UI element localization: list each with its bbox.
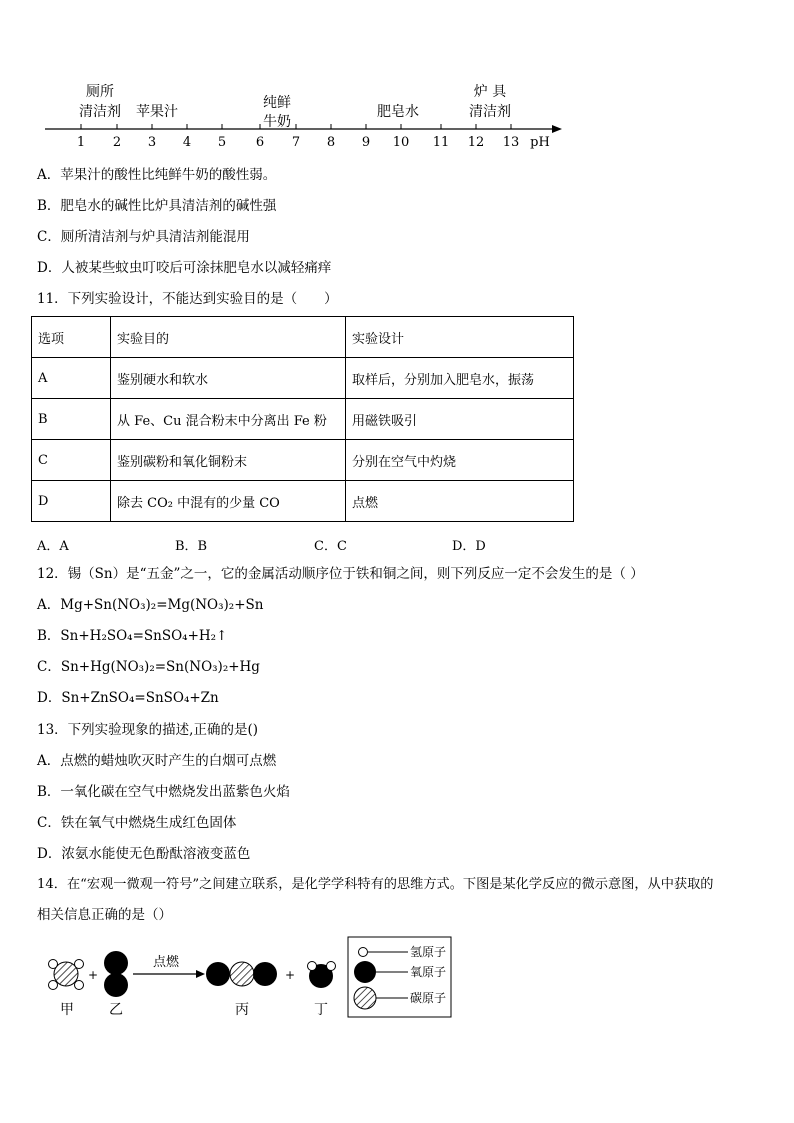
cell-option: D xyxy=(32,481,111,522)
header-option: 选项 xyxy=(32,317,111,358)
header-purpose: 实验目的 xyxy=(111,317,346,358)
name-ding: 丁 xyxy=(314,1002,328,1018)
plus-sign: + xyxy=(284,968,296,982)
q12-option-c: C．Sn+Hg(NO₃)₂=Sn(NO₃)₂+Hg xyxy=(37,659,260,675)
ph-axis-arrow xyxy=(552,125,562,133)
ph-axis-ticks xyxy=(81,124,511,129)
table-row xyxy=(32,358,574,399)
q13-option-b: B．一氧化碳在空气中燃烧发出蓝紫色火焰 xyxy=(37,784,290,800)
q13-stem: 13．下列实验现象的描述,正确的是() xyxy=(37,722,259,738)
ph-tick-label: 8 xyxy=(326,135,336,150)
label-soap-water: 肥皂水 xyxy=(377,104,419,120)
table-row xyxy=(32,481,574,522)
name-yi: 乙 xyxy=(109,1002,123,1018)
q10-option-b: B．肥皂水的碱性比炉具清洁剂的碱性强 xyxy=(37,198,277,214)
q11-choice-a: A．A xyxy=(37,539,69,554)
table-row xyxy=(32,399,574,440)
q13-option-a: A．点燃的蜡烛吹灭时产生的白烟可点燃 xyxy=(37,753,277,769)
q10-option-a: A．苹果汁的酸性比纯鲜牛奶的酸性弱。 xyxy=(37,167,277,183)
name-bing: 丙 xyxy=(235,1002,249,1018)
q11-stem: 11．下列实验设计，不能达到实验目的是（ ） xyxy=(37,291,338,307)
cell-design: 用磁铁吸引 xyxy=(346,399,574,440)
ph-tick-label: 5 xyxy=(217,135,227,150)
q11-choice-c: C．C xyxy=(314,539,347,554)
ph-tick-label: 2 xyxy=(112,135,122,150)
molecule-jia xyxy=(49,960,84,990)
atom-legend xyxy=(348,937,451,1017)
ph-tick-label: 13 xyxy=(502,135,520,150)
q14-stem: 14．在“宏观一微观一符号”之间建立联系，是化学学科特有的思维方式。下图是某化学反应的微示意图，从中获取的 xyxy=(37,877,714,892)
q12-stem: 12．锡（Sn）是“五金”之一，它的金属活动顺序位于铁和铜之间，则下列反应一定不会发生的是（ ） xyxy=(37,566,644,582)
header-design: 实验设计 xyxy=(346,317,574,358)
plus-sign: + xyxy=(87,968,99,982)
q10-option-c: C．厕所清洁剂与炉具清洁剂能混用 xyxy=(37,229,250,245)
cell-design: 分别在空气中灼烧 xyxy=(346,440,574,481)
cell-option: A xyxy=(32,358,111,399)
cell-option: B xyxy=(32,399,111,440)
ph-tick-label: 7 xyxy=(291,135,301,150)
legend-oxygen: 氧原子 xyxy=(410,965,447,979)
table-row xyxy=(32,440,574,481)
q13-option-d: D．浓氨水能使无色酚酞溶液变蓝色 xyxy=(37,846,251,862)
legend-hydrogen: 氢原子 xyxy=(410,945,447,959)
cell-purpose: 除去 CO₂ 中混有的少量 CO xyxy=(111,481,346,522)
molecule-yi xyxy=(104,951,128,997)
ph-tick-label: 11 xyxy=(432,135,450,150)
ph-tick-label: 12 xyxy=(467,135,485,150)
q14-stem-continued: 相关信息正确的是（） xyxy=(37,907,172,923)
ph-axis-unit: pH xyxy=(530,135,550,150)
q12-option-d: D．Sn+ZnSO₄=SnSO₄+Zn xyxy=(37,690,219,706)
ph-scale-diagram xyxy=(0,0,794,160)
cell-design: 取样后，分别加入肥皂水，振荡 xyxy=(346,358,574,399)
ph-tick-label: 6 xyxy=(255,135,265,150)
label-apple-juice: 苹果汁 xyxy=(136,104,178,120)
ph-tick-label: 9 xyxy=(361,135,371,150)
reaction-diagram xyxy=(0,930,794,1030)
reaction-condition: 点燃 xyxy=(152,955,180,970)
reaction-arrowhead xyxy=(196,970,205,978)
molecule-ding xyxy=(308,962,336,989)
cell-purpose: 从 Fe、Cu 混合粉末中分离出 Fe 粉 xyxy=(111,399,346,440)
q11-table xyxy=(31,316,574,522)
ph-tick-label: 3 xyxy=(147,135,157,150)
cell-option: C xyxy=(32,440,111,481)
ph-tick-label: 1 xyxy=(76,135,86,150)
name-jia: 甲 xyxy=(60,1002,74,1018)
table-header-row xyxy=(32,317,574,358)
label-toilet-cleaner: 厕所 xyxy=(86,84,114,100)
q12-option-b: B．Sn+H₂SO₄=SnSO₄+H₂↑ xyxy=(37,628,228,644)
q11-choice-b: B．B xyxy=(175,539,208,554)
label-toilet-cleaner: 清洁剂 xyxy=(79,104,121,120)
label-fresh-milk: 牛奶 xyxy=(263,114,291,130)
cell-design: 点燃 xyxy=(346,481,574,522)
q12-option-a: A．Mg+Sn(NO₃)₂=Mg(NO₃)₂+Sn xyxy=(37,597,264,613)
molecule-bing xyxy=(206,962,277,986)
legend-carbon: 碳原子 xyxy=(410,991,447,1005)
ph-tick-label: 10 xyxy=(392,135,410,150)
ph-tick-label: 4 xyxy=(182,135,192,150)
q10-option-d: D．人被某些蚊虫叮咬后可涂抹肥皂水以减轻痛痒 xyxy=(37,260,332,276)
label-kitchen-cleaner: 炉 具 xyxy=(473,84,507,100)
cell-purpose: 鉴别硬水和软水 xyxy=(111,358,346,399)
label-fresh-milk: 纯鲜 xyxy=(263,95,291,111)
cell-purpose: 鉴别碳粉和氧化铜粉末 xyxy=(111,440,346,481)
label-kitchen-cleaner: 清洁剂 xyxy=(469,104,511,120)
q13-option-c: C．铁在氧气中燃烧生成红色固体 xyxy=(37,815,237,831)
q11-choice-d: D．D xyxy=(452,539,486,554)
